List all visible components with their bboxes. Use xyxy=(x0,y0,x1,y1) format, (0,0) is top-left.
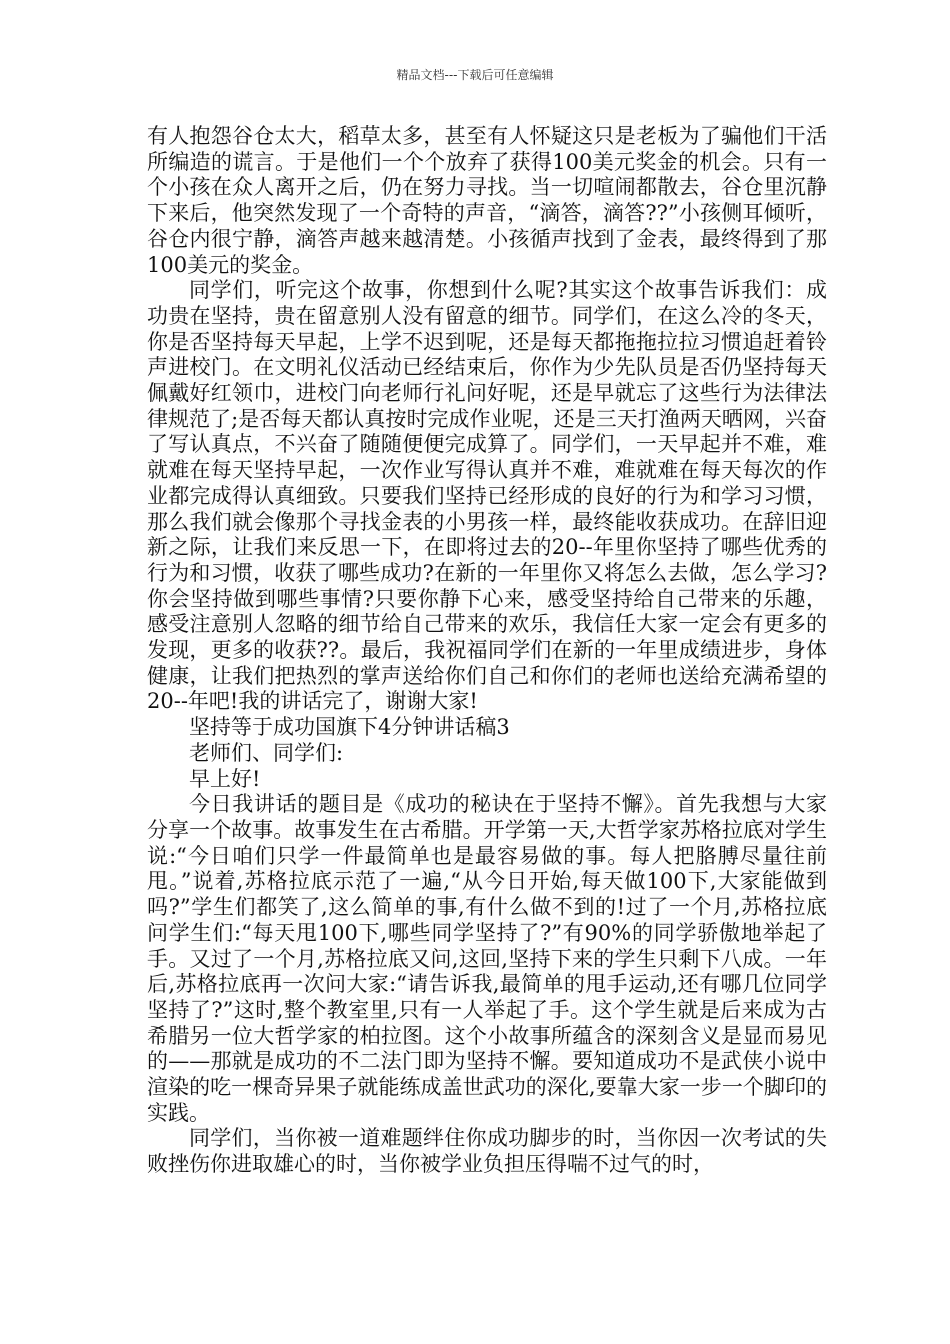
paragraph: 老师们、同学们: xyxy=(189,740,344,765)
paragraph: 有人抱怨谷仓太大，稻草太多，甚至有人怀疑这只是老板为了骗他们干活所编造的谎言。于是他们一个个放弃了获得100美元奖金的机会。只有一个小孩在众人离开之后，仍在努力寻找。当一切喧闹都散去，谷仓里沉静下来后，他突然发现了一个奇特的声音，“滴答，滴答??”小孩侧耳倾听，谷仓内很宁静，滴答声越来越清楚。小孩循声找到了金表，最终得到了那100美元的奖金。 xyxy=(147,124,827,277)
paragraph: 同学们，听完这个故事，你想到什么呢?其实这个故事告诉我们：成功贵在坚持，贵在留意别人没有留意的细节。同学们，在这么冷的冬天，你是否坚持每天早起，上学不迟到呢，还是每天都拖拖拉拉习惯追赶着铃声进校门。在文明礼仪活动已经结束后，你作为少先队员是否仍坚持每天佩戴好红领巾，进校门向老师行礼问好呢，还是早就忘了这些行为法律法律规范了;是否每天都认真按时完成作业呢，还是三天打渔两天晒网，兴奋了写认真点，不兴奋了随随便便完成算了。同学们，一天早起并不难，难就难在每天坚持早起，一次作业写得认真并不难，难就难在每天每次的作业都完成得认真细致。只要我们坚持已经形成的良好的行为和学习习惯，那么我们就会像那个寻找金表的小男孩一样，最终能收获成功。在辞旧迎新之际，让我们来反思一下，在即将过去的20--年里你坚持了哪些优秀的行为和习惯，收获了哪些成功?在新的一年里你又将怎么去做，怎么学习?你会坚持做到哪些事情?只要你静下心来，感受坚持给自己带来的乐趣，感受注意别人忽略的细节给自己带来的欢乐，我信任大家一定会有更多的发现，更多的收获??。最后，我祝福同学们在新的一年里成绩进步，身体健康，让我们把热烈的掌声送给你们自己和你们的老师也送给充满希望的20--年吧!我的讲话完了，谢谢大家! xyxy=(147,278,827,714)
page-header: 精品文档---下载后可任意编辑 xyxy=(396,68,554,82)
paragraph: 同学们，当你被一道难题绊住你成功脚步的时，当你因一次考试的失败挫伤你进取雄心的时，当你被学业负担压得喘不过气的时， xyxy=(147,1126,827,1177)
document-body xyxy=(147,124,827,1178)
paragraph: 坚持等于成功国旗下4分钟讲话稿3 xyxy=(189,715,510,740)
paragraph: 早上好! xyxy=(189,766,261,791)
paragraph: 今日我讲话的题目是《成功的秘诀在于坚持不懈》。首先我想与大家分享一个故事。故事发生在古希腊。开学第一天,大哲学家苏格拉底对学生说:“今日咱们只学一件最简单也是最容易做的事。每人把胳膊尽量往前甩。”说着,苏格拉底示范了一遍,“从今日开始,每天做100下,大家能做到吗?”学生们都笑了,这么简单的事,有什么做不到的!过了一个月,苏格拉底问学生们:“每天甩100下,哪些同学坚持了?”有90%的同学骄傲地举起了手。又过了一个月,苏格拉底又问,这回,坚持下来的学生只剩下八成。一年后,苏格拉底再一次问大家:“请告诉我,最简单的甩手运动,还有哪几位同学坚持了?”这时,整个教室里,只有一人举起了手。这个学生就是后来成为古希腊另一位大哲学家的柏拉图。这个小故事所蕴含的深刻含义是显而易见的——那就是成功的不二法门即为坚持不懈。要知道成功不是武侠小说中渲染的吃一棵奇异果子就能练成盖世武功的深化,要靠大家一步一个脚印的实践。 xyxy=(147,792,827,1125)
